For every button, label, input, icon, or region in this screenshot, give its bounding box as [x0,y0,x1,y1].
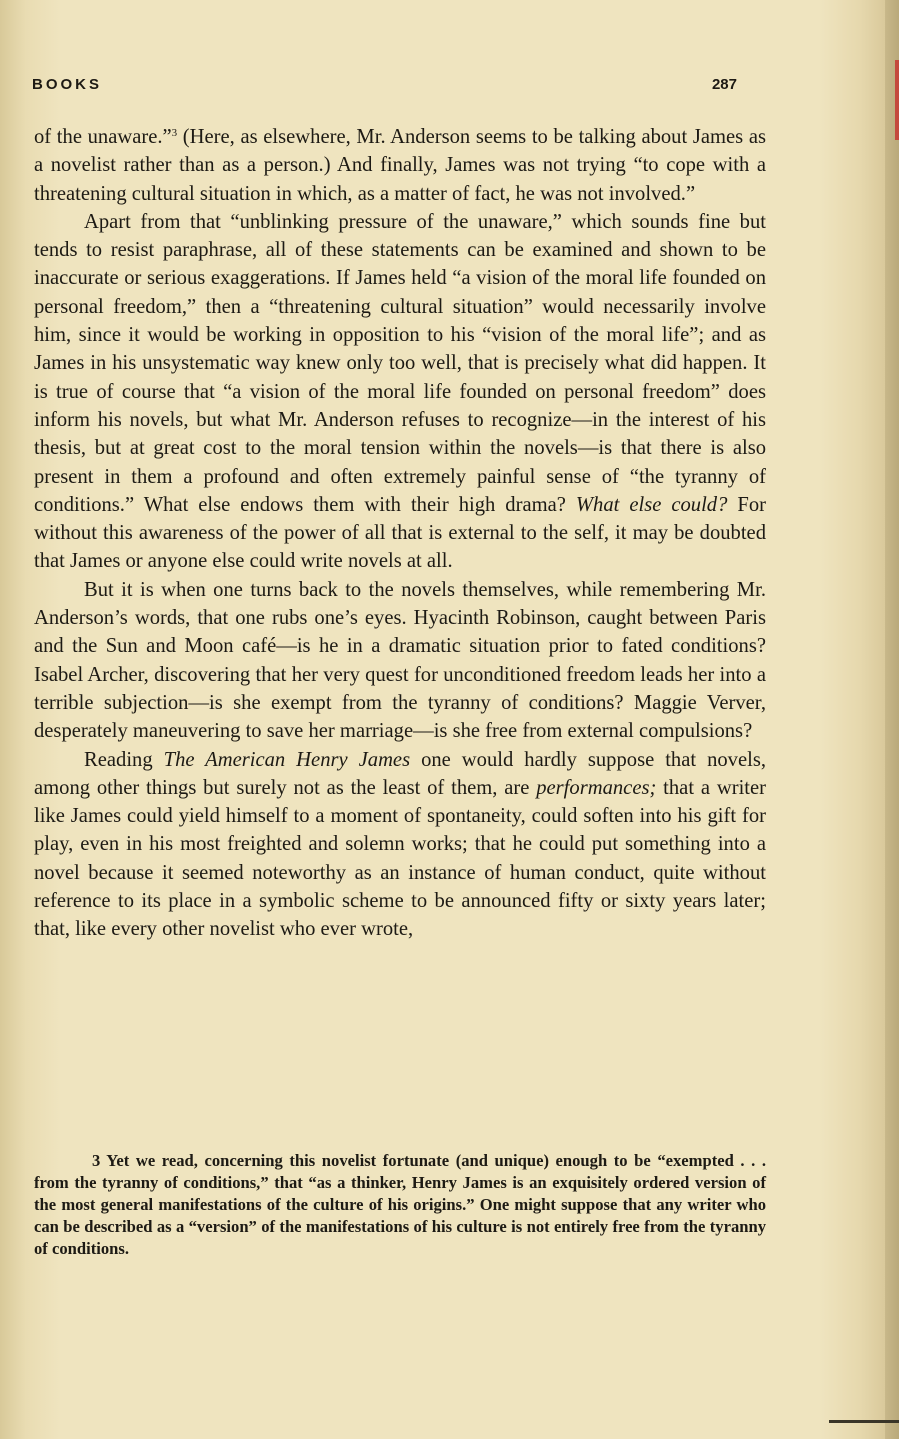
text-run: (Here, as elsewhere, Mr. Anderson seems to be talking about James as a novelist rather than as a person.) And finally, James was not trying “to cope with a threatening cultural situation in which, as a matter of fact, he was not involved.” [34,126,766,205]
text-run: that a writer like James could yield himself to a moment of spontaneity, could soften into his gift for play, even in his most freighted and solemn works; that he could put something into a novel because it seemed noteworthy as an instance of human conduct, quite without reference to its place in a symbolic scheme to be announced fifty or sixty years later; that, like every other novelist who ever wrote, [34,776,767,941]
italic-run: performances; [536,776,657,799]
text-run: But it is when one turns back to the novels themselves, while remembering Mr. Anderson’s words, that one rubs one’s eyes. Hyacinth Robinson, caught between Paris and the Sun and Moon café—is he in a dramatic situation prior to fated conditions? Isabel Archer, discovering that her very quest for unconditioned freedom leads her into a terrible subjection—is she exempt from the tyranny of conditions? Maggie Verver, desperately maneuvering to save her marriage—is she free from external compulsions? [34,578,766,743]
text-run: Apart from that “unblinking pressure of the unaware,” which sounds fine but tends to resist paraphrase, all of these statements can be examined and shown to be inaccurate or serious exaggerations. If James held “a vision of the moral life founded on personal freedom,” then a “threatening cultural situation” would necessarily involve him, since it would be working in opposition to his “vision of the moral life”; and as James in his unsystematic way knew only too well, that is precisely what did happen. It is true of course that “a vision of the moral life founded on personal freedom” does inform his novels, but what Mr. Anderson refuses to recognize—in the interest of his thesis, but at great cost to the moral tension within the novels—is that there is also present in them a profound and often extremely painful sense of “the tyranny of conditions.” What else endows them with their high drama? [34,210,766,516]
footnotes [34,1150,766,1260]
footnote [34,1150,766,1260]
page-header [32,76,737,98]
paragraph [34,746,766,944]
italic-run: What else could? [575,493,728,516]
paragraph [34,123,766,208]
page-edge [885,0,899,1439]
footnote-ref: 3 [171,127,178,139]
paragraph [34,208,766,576]
text-run: For without this awareness of the power of all that is external to the self, it may be doubted that James or anyone else could write novels at all. [34,493,766,573]
text-run: one would hardly suppose that novels, among other things but surely not as the least of them, are [34,748,766,799]
text-run: Reading [84,748,164,771]
page-edge-mark [895,60,899,140]
page-number: 287 [711,76,737,93]
body-text [34,123,766,944]
text-run: 3 Yet we read, concerning this novelist fortunate (and unique) enough to be “exempted . . . from the tyranny of conditions,” that “as a thinker, Henry James is an exquisitely ordered version of the most general manifestations of the culture of his origins.” One might suppose that any writer who can be described as a “version” of the manifestations of his culture is not entirely free from the tyranny of conditions. [34,1151,766,1258]
bottom-edge-mark [829,1420,899,1423]
running-head: BOOKS [32,76,103,93]
italic-run: The American Henry James [163,748,411,771]
paragraph [34,576,766,746]
text-run: of the unaware.” [34,126,172,148]
